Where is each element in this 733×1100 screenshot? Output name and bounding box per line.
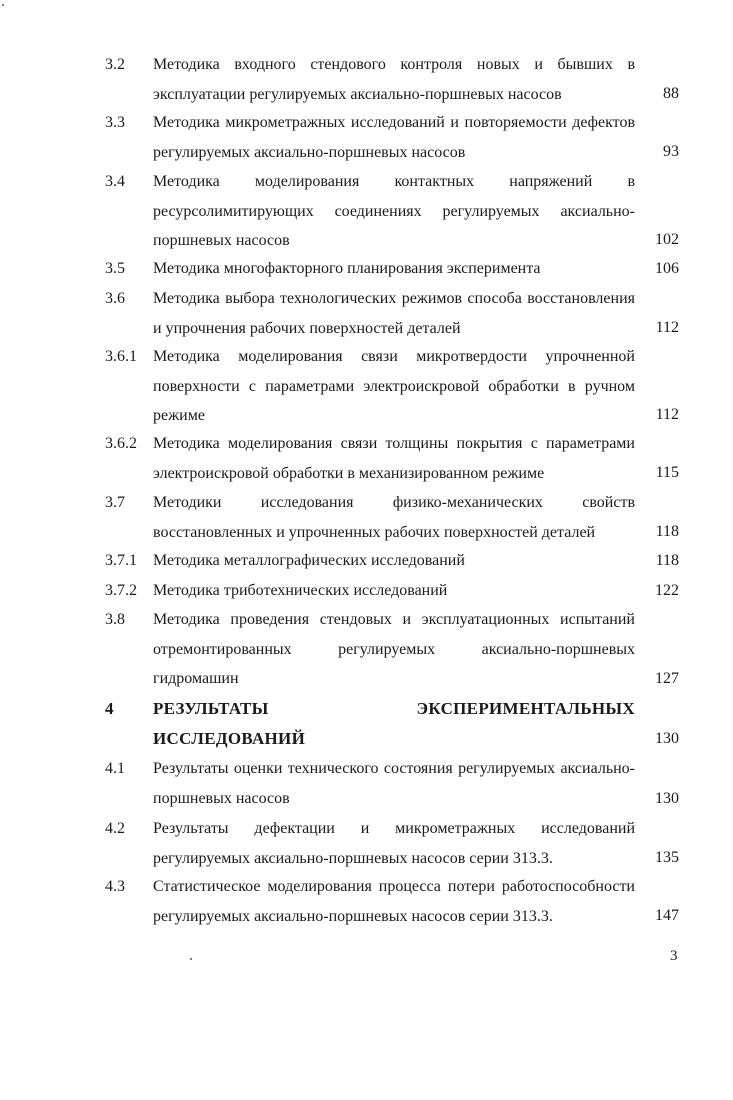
section-title: Методика триботехнических исследований bbox=[153, 582, 448, 599]
section-title: Методика моделирования связи толщины покрытия с параметрами электроискровой обработки в механизированном режиме bbox=[153, 435, 635, 482]
section-page: 135 bbox=[655, 849, 679, 866]
section-page: 130 bbox=[655, 790, 679, 807]
section-number: 3.8 bbox=[105, 611, 125, 628]
section-number: 3.6.1 bbox=[105, 348, 137, 365]
section-page: 127 bbox=[655, 670, 679, 687]
chapter-number: 4 bbox=[105, 699, 114, 718]
section-page: 112 bbox=[655, 319, 679, 336]
section-number: 3.6.2 bbox=[105, 435, 137, 452]
section-page: 112 bbox=[655, 406, 679, 423]
chapter-page: 130 bbox=[655, 730, 679, 747]
section-page: 102 bbox=[655, 231, 679, 248]
section-title: Методика проведения стендовых и эксплуатационных испытаний отремонтированных регулируемых аксиально-поршневых гидромашин bbox=[153, 611, 635, 687]
chapter-title: РЕЗУЛЬТАТЫ ЭКСПЕРИМЕНТАЛЬНЫХ ИССЛЕДОВАНИЙ bbox=[153, 699, 635, 748]
scan-speck bbox=[2, 4, 4, 6]
section-page: 93 bbox=[663, 143, 679, 160]
section-title: Методика моделирования связи микротвердости упрочненной поверхности с параметрами электроискровой обработки в ручном режиме bbox=[153, 348, 635, 424]
section-title: Методика входного стендового контроля новых и бывших в эксплуатации регулируемых аксиально-поршневых насосов bbox=[153, 56, 635, 103]
section-number: 3.3 bbox=[105, 114, 125, 131]
section-page: 106 bbox=[655, 260, 679, 277]
section-page: 88 bbox=[663, 85, 679, 102]
section-number: 3.5 bbox=[105, 260, 125, 277]
section-title: Статистическое моделирования процесса потери работоспособности регулируемых аксиально-поршневых насосов серии 313.3. bbox=[153, 878, 635, 925]
section-number: 3.7 bbox=[105, 494, 125, 511]
section-page: 118 bbox=[655, 523, 679, 540]
section-number: 3.7.1 bbox=[105, 552, 137, 569]
section-title: Методики исследования физико-механических свойств восстановленных и упрочненных рабочих поверхностей деталей bbox=[153, 494, 635, 541]
section-page: 118 bbox=[655, 552, 679, 569]
section-number: 4.2 bbox=[105, 820, 125, 837]
page-number: 3 bbox=[670, 948, 678, 964]
scan-speck bbox=[190, 958, 192, 960]
section-page: 122 bbox=[655, 582, 679, 599]
section-number: 4.1 bbox=[105, 760, 125, 777]
section-number: 3.4 bbox=[105, 173, 125, 190]
section-title: Результаты оценки технического состояния регулируемых аксиально-поршневых насосов bbox=[153, 760, 635, 807]
section-title: Методика многофакторного планирования эксперимента bbox=[153, 260, 541, 277]
section-title: Методика моделирования контактных напряжений в ресурсолимитирующих соединениях регулируемых аксиально-поршневых насосов bbox=[153, 173, 635, 249]
section-number: 3.7.2 bbox=[105, 582, 137, 599]
section-title: Методика металлографических исследований bbox=[153, 552, 465, 569]
section-number: 4.3 bbox=[105, 878, 125, 895]
section-title: Методика микрометражных исследований и повторяемости дефектов регулируемых аксиально-поршневых насосов bbox=[153, 114, 635, 161]
section-page: 147 bbox=[655, 907, 679, 924]
section-number: 3.2 bbox=[105, 56, 125, 73]
section-number: 3.6 bbox=[105, 290, 125, 307]
section-title: Результаты дефектации и микрометражных исследований регулируемых аксиально-поршневых насосов серии 313.3. bbox=[153, 820, 635, 867]
section-page: 115 bbox=[655, 464, 679, 481]
section-title: Методика выбора технологических режимов способа восстановления и упрочнения рабочих поверхностей деталей bbox=[153, 290, 635, 337]
